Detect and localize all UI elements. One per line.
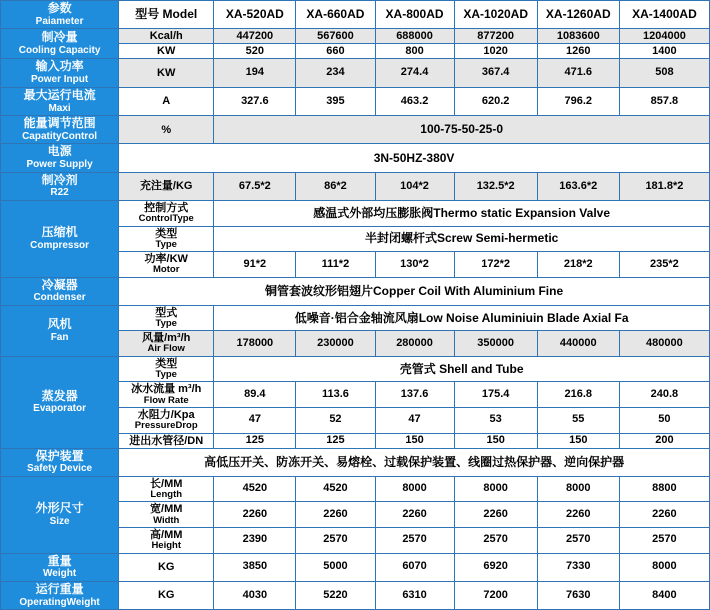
sub-label-cn: 功率/KW	[144, 253, 188, 266]
table-row	[1, 448, 710, 476]
parameter-label-cn: 外形尺寸	[35, 501, 84, 516]
value-cell: 6070	[375, 553, 454, 581]
value-cell: 111*2	[296, 252, 375, 278]
table-row	[1, 581, 710, 609]
sub-label	[119, 433, 214, 448]
parameter-label-en: Power Input	[30, 74, 89, 86]
sub-label	[119, 305, 214, 331]
value-cell: 150	[375, 433, 454, 448]
parameter-label	[1, 87, 119, 115]
value-cell: 67.5*2	[214, 172, 296, 200]
parameter-label-cn: 保护装置	[35, 448, 84, 463]
table-row	[1, 59, 710, 87]
value-cell: 47	[214, 407, 296, 433]
table-row	[1, 29, 710, 44]
value-cell: 150	[454, 433, 537, 448]
value-cell: 688000	[375, 29, 454, 44]
sub-label-cn: 长/MM	[150, 477, 183, 490]
sub-label-cn: 型式	[155, 306, 178, 319]
sub-label-cn: KG	[157, 589, 175, 602]
sub-label-en: Type	[155, 369, 177, 381]
spanning-value: 感温式外部均压膨胀阀Thermo static Expansion Valve	[214, 200, 710, 226]
value-cell: 800	[375, 44, 454, 59]
parameter-label-en: Weight	[43, 568, 77, 580]
table-row	[1, 200, 710, 226]
model-header: 型号 Model	[119, 1, 214, 29]
value-cell: 508	[619, 59, 709, 87]
value-cell: 113.6	[296, 382, 375, 408]
parameter-label	[1, 476, 119, 553]
value-cell: 178000	[214, 331, 296, 357]
value-cell: 47	[375, 407, 454, 433]
parameter-label-cn: 能量调节范围	[23, 116, 96, 131]
value-cell: 235*2	[619, 252, 709, 278]
table-header-row	[1, 1, 710, 29]
value-cell: 6920	[454, 553, 537, 581]
model-header-1: XA-520AD	[214, 1, 296, 29]
value-cell: 440000	[537, 331, 619, 357]
parameter-label-en: Size	[49, 515, 70, 527]
parameter-label-en: Paiameter	[35, 15, 84, 27]
parameter-label-en: CapatityControl	[22, 130, 98, 142]
parameter-label-cn: 风机	[47, 317, 72, 332]
value-cell: 5220	[296, 581, 375, 609]
value-cell: 2390	[214, 527, 296, 553]
parameter-label	[1, 356, 119, 448]
value-cell: 8400	[619, 581, 709, 609]
value-cell: 1083600	[537, 29, 619, 44]
value-cell: 280000	[375, 331, 454, 357]
sub-label-en: PressureDrop	[134, 420, 198, 432]
value-cell: 2570	[375, 527, 454, 553]
value-cell: 2260	[375, 502, 454, 528]
value-cell: 4520	[214, 476, 296, 502]
sub-label-en: Length	[150, 489, 183, 500]
parameter-label-en: Condenser	[33, 292, 86, 304]
parameter-label-cn: 压缩机	[41, 225, 78, 240]
sub-label	[119, 29, 214, 44]
value-cell: 1204000	[619, 29, 709, 44]
value-cell: 53	[454, 407, 537, 433]
parameter-label-cn: 输入功率	[35, 59, 84, 74]
parameter-label	[1, 553, 119, 581]
sub-label	[119, 44, 214, 59]
model-header-2: XA-660AD	[296, 1, 375, 29]
parameter-label-en: OperatingWeight	[19, 596, 100, 608]
value-cell: 240.8	[619, 382, 709, 408]
spanning-value: 低噪音·铝合金轴流风扇Low Noise Aluminiuin Blade Axial Fa	[214, 305, 710, 331]
spanning-value: 铜管套波纹形铝翅片Copper Coil With Aluminium Fine	[119, 277, 710, 305]
sub-label-cn: KW	[157, 45, 176, 58]
table-row	[1, 277, 710, 305]
value-cell: 367.4	[454, 59, 537, 87]
sub-label-en: Motor	[153, 264, 180, 276]
table-row	[1, 144, 710, 172]
value-cell: 350000	[454, 331, 537, 357]
sub-label	[119, 226, 214, 252]
value-cell: 216.8	[537, 382, 619, 408]
value-cell: 520	[214, 44, 296, 59]
spanning-value: 3N-50HZ-380V	[119, 144, 710, 172]
sub-label	[119, 527, 214, 553]
sub-label	[119, 407, 214, 433]
value-cell: 218*2	[537, 252, 619, 278]
value-cell: 2260	[214, 502, 296, 528]
value-cell: 2570	[296, 527, 375, 553]
sub-label-cn: 冰水流量 m³/h	[131, 383, 202, 396]
sub-label	[119, 172, 214, 200]
sub-label	[119, 87, 214, 115]
value-cell: 234	[296, 59, 375, 87]
spanning-value: 半封闭螺杆式Screw Semi-hermetic	[214, 226, 710, 252]
value-cell: 2570	[619, 527, 709, 553]
spanning-value: 100-75-50-25-0	[214, 116, 710, 144]
sub-label-cn: KG	[157, 561, 175, 574]
parameter-label	[1, 200, 119, 277]
value-cell: 50	[619, 407, 709, 433]
parameter-label-en: Cooling Capacity	[18, 45, 101, 57]
parameter-label-cn: 制冷剂	[41, 172, 78, 187]
value-cell: 163.6*2	[537, 172, 619, 200]
value-cell: 181.8*2	[619, 172, 709, 200]
value-cell: 5000	[296, 553, 375, 581]
value-cell: 175.4	[454, 382, 537, 408]
parameter-label	[1, 305, 119, 356]
value-cell: 1020	[454, 44, 537, 59]
value-cell: 1260	[537, 44, 619, 59]
value-cell: 200	[619, 433, 709, 448]
value-cell: 7630	[537, 581, 619, 609]
value-cell: 7200	[454, 581, 537, 609]
value-cell: 89.4	[214, 382, 296, 408]
parameter-label	[1, 116, 119, 144]
sub-label-cn: KW	[157, 67, 176, 80]
value-cell: 8000	[619, 553, 709, 581]
model-header-4: XA-1020AD	[454, 1, 537, 29]
table-row	[1, 356, 710, 382]
value-cell: 447200	[214, 29, 296, 44]
parameter-label-en: Power Supply	[26, 159, 93, 171]
value-cell: 8800	[619, 476, 709, 502]
table-row	[1, 116, 710, 144]
table-row	[1, 476, 710, 502]
model-header-3: XA-800AD	[375, 1, 454, 29]
value-cell: 877200	[454, 29, 537, 44]
value-cell: 857.8	[619, 87, 709, 115]
value-cell: 86*2	[296, 172, 375, 200]
sub-label-cn: 风量/m³/h	[142, 332, 191, 345]
value-cell: 2260	[296, 502, 375, 528]
sub-label	[119, 252, 214, 278]
value-cell: 125	[296, 433, 375, 448]
value-cell: 52	[296, 407, 375, 433]
value-cell: 2260	[619, 502, 709, 528]
value-cell: 4030	[214, 581, 296, 609]
sub-label	[119, 502, 214, 528]
value-cell: 2570	[454, 527, 537, 553]
parameter-label	[1, 29, 119, 59]
value-cell: 150	[537, 433, 619, 448]
value-cell: 2570	[537, 527, 619, 553]
value-cell: 796.2	[537, 87, 619, 115]
parameter-label	[1, 144, 119, 172]
value-cell: 130*2	[375, 252, 454, 278]
value-cell: 480000	[619, 331, 709, 357]
value-cell: 395	[296, 87, 375, 115]
parameter-label-cn: 蒸发器	[41, 388, 78, 403]
sub-label-cn: 充注量/KG	[139, 180, 193, 193]
sub-label	[119, 553, 214, 581]
parameter-label-en: Evaporator	[33, 403, 86, 415]
spanning-value: 高低压开关、防冻开关、易熔栓、过载保护装置、线圈过热保护器、逆向保护器	[119, 448, 710, 476]
sub-label-en: Type	[155, 238, 177, 250]
value-cell: 567600	[296, 29, 375, 44]
table-body	[1, 1, 710, 610]
value-cell: 91*2	[214, 252, 296, 278]
value-cell: 463.2	[375, 87, 454, 115]
sub-label-cn: 控制方式	[144, 201, 189, 214]
value-cell: 660	[296, 44, 375, 59]
table-row	[1, 305, 710, 331]
sub-label-en: Air Flow	[147, 343, 185, 355]
value-cell: 6310	[375, 581, 454, 609]
parameter-label-cn: 冷凝器	[41, 277, 78, 292]
table-row	[1, 553, 710, 581]
parameter-label	[1, 448, 119, 476]
value-cell: 274.4	[375, 59, 454, 87]
value-cell: 2260	[454, 502, 537, 528]
value-cell: 172*2	[454, 252, 537, 278]
parameter-label-en: R22	[50, 187, 69, 199]
sub-label	[119, 116, 214, 144]
sub-label	[119, 476, 214, 502]
sub-label-en: Type	[155, 317, 177, 329]
value-cell: 125	[214, 433, 296, 448]
value-cell: 104*2	[375, 172, 454, 200]
value-cell: 2260	[537, 502, 619, 528]
sub-label	[119, 331, 214, 357]
value-cell: 7330	[537, 553, 619, 581]
sub-label-cn: Kcal/h	[149, 30, 183, 43]
spanning-value: 壳管式 Shell and Tube	[214, 356, 710, 382]
parameter-label	[1, 172, 119, 200]
sub-label	[119, 200, 214, 226]
parameter-label	[1, 581, 119, 609]
sub-label-cn: 水阻力/Kpa	[137, 408, 195, 421]
parameter-label-cn: 电源	[47, 144, 72, 159]
parameter-label	[1, 59, 119, 87]
value-cell: 194	[214, 59, 296, 87]
value-cell: 4520	[296, 476, 375, 502]
sub-label-cn: 类型	[155, 357, 178, 370]
sub-label	[119, 382, 214, 408]
sub-label-cn: 高/MM	[150, 528, 183, 541]
sub-label-cn: 类型	[155, 227, 178, 240]
parameter-label	[1, 277, 119, 305]
parameter-label-cn: 参数	[47, 1, 72, 15]
sub-label-en: ControlType	[138, 213, 194, 225]
model-header-6: XA-1400AD	[619, 1, 709, 29]
value-cell: 8000	[537, 476, 619, 502]
value-cell: 55	[537, 407, 619, 433]
value-cell: 471.6	[537, 59, 619, 87]
parameter-label-en: Fan	[50, 332, 69, 344]
parameter-label-en: Maxi	[48, 102, 71, 114]
value-cell: 8000	[375, 476, 454, 502]
value-cell: 620.2	[454, 87, 537, 115]
parameter-label-cn: 重量	[47, 553, 72, 568]
value-cell: 1400	[619, 44, 709, 59]
parameter-label-en: Compressor	[30, 239, 90, 251]
parameter-label-cn: 制冷量	[41, 30, 78, 45]
sub-label	[119, 59, 214, 87]
value-cell: 132.5*2	[454, 172, 537, 200]
sub-label-cn: %	[161, 123, 172, 136]
value-cell: 8000	[454, 476, 537, 502]
sub-label	[119, 356, 214, 382]
parameter-label-cn: 运行重量	[35, 581, 84, 596]
table-row	[1, 87, 710, 115]
sub-label-cn: A	[162, 95, 171, 108]
table-row	[1, 172, 710, 200]
sub-label-en: Height	[151, 540, 181, 552]
parameter-label	[1, 1, 119, 29]
model-header-5: XA-1260AD	[537, 1, 619, 29]
sub-label-cn: 宽/MM	[150, 503, 183, 516]
parameter-label-en: Safety Device	[27, 463, 93, 475]
value-cell: 3850	[214, 553, 296, 581]
parameter-label-cn: 最大运行电流	[23, 87, 96, 102]
sub-label	[119, 581, 214, 609]
value-cell: 327.6	[214, 87, 296, 115]
sub-label-en: Flow Rate	[143, 394, 189, 406]
sub-label-en: Width	[153, 514, 180, 526]
value-cell: 137.6	[375, 382, 454, 408]
value-cell: 230000	[296, 331, 375, 357]
sub-label-cn: 进出水管径/DN	[129, 434, 204, 447]
